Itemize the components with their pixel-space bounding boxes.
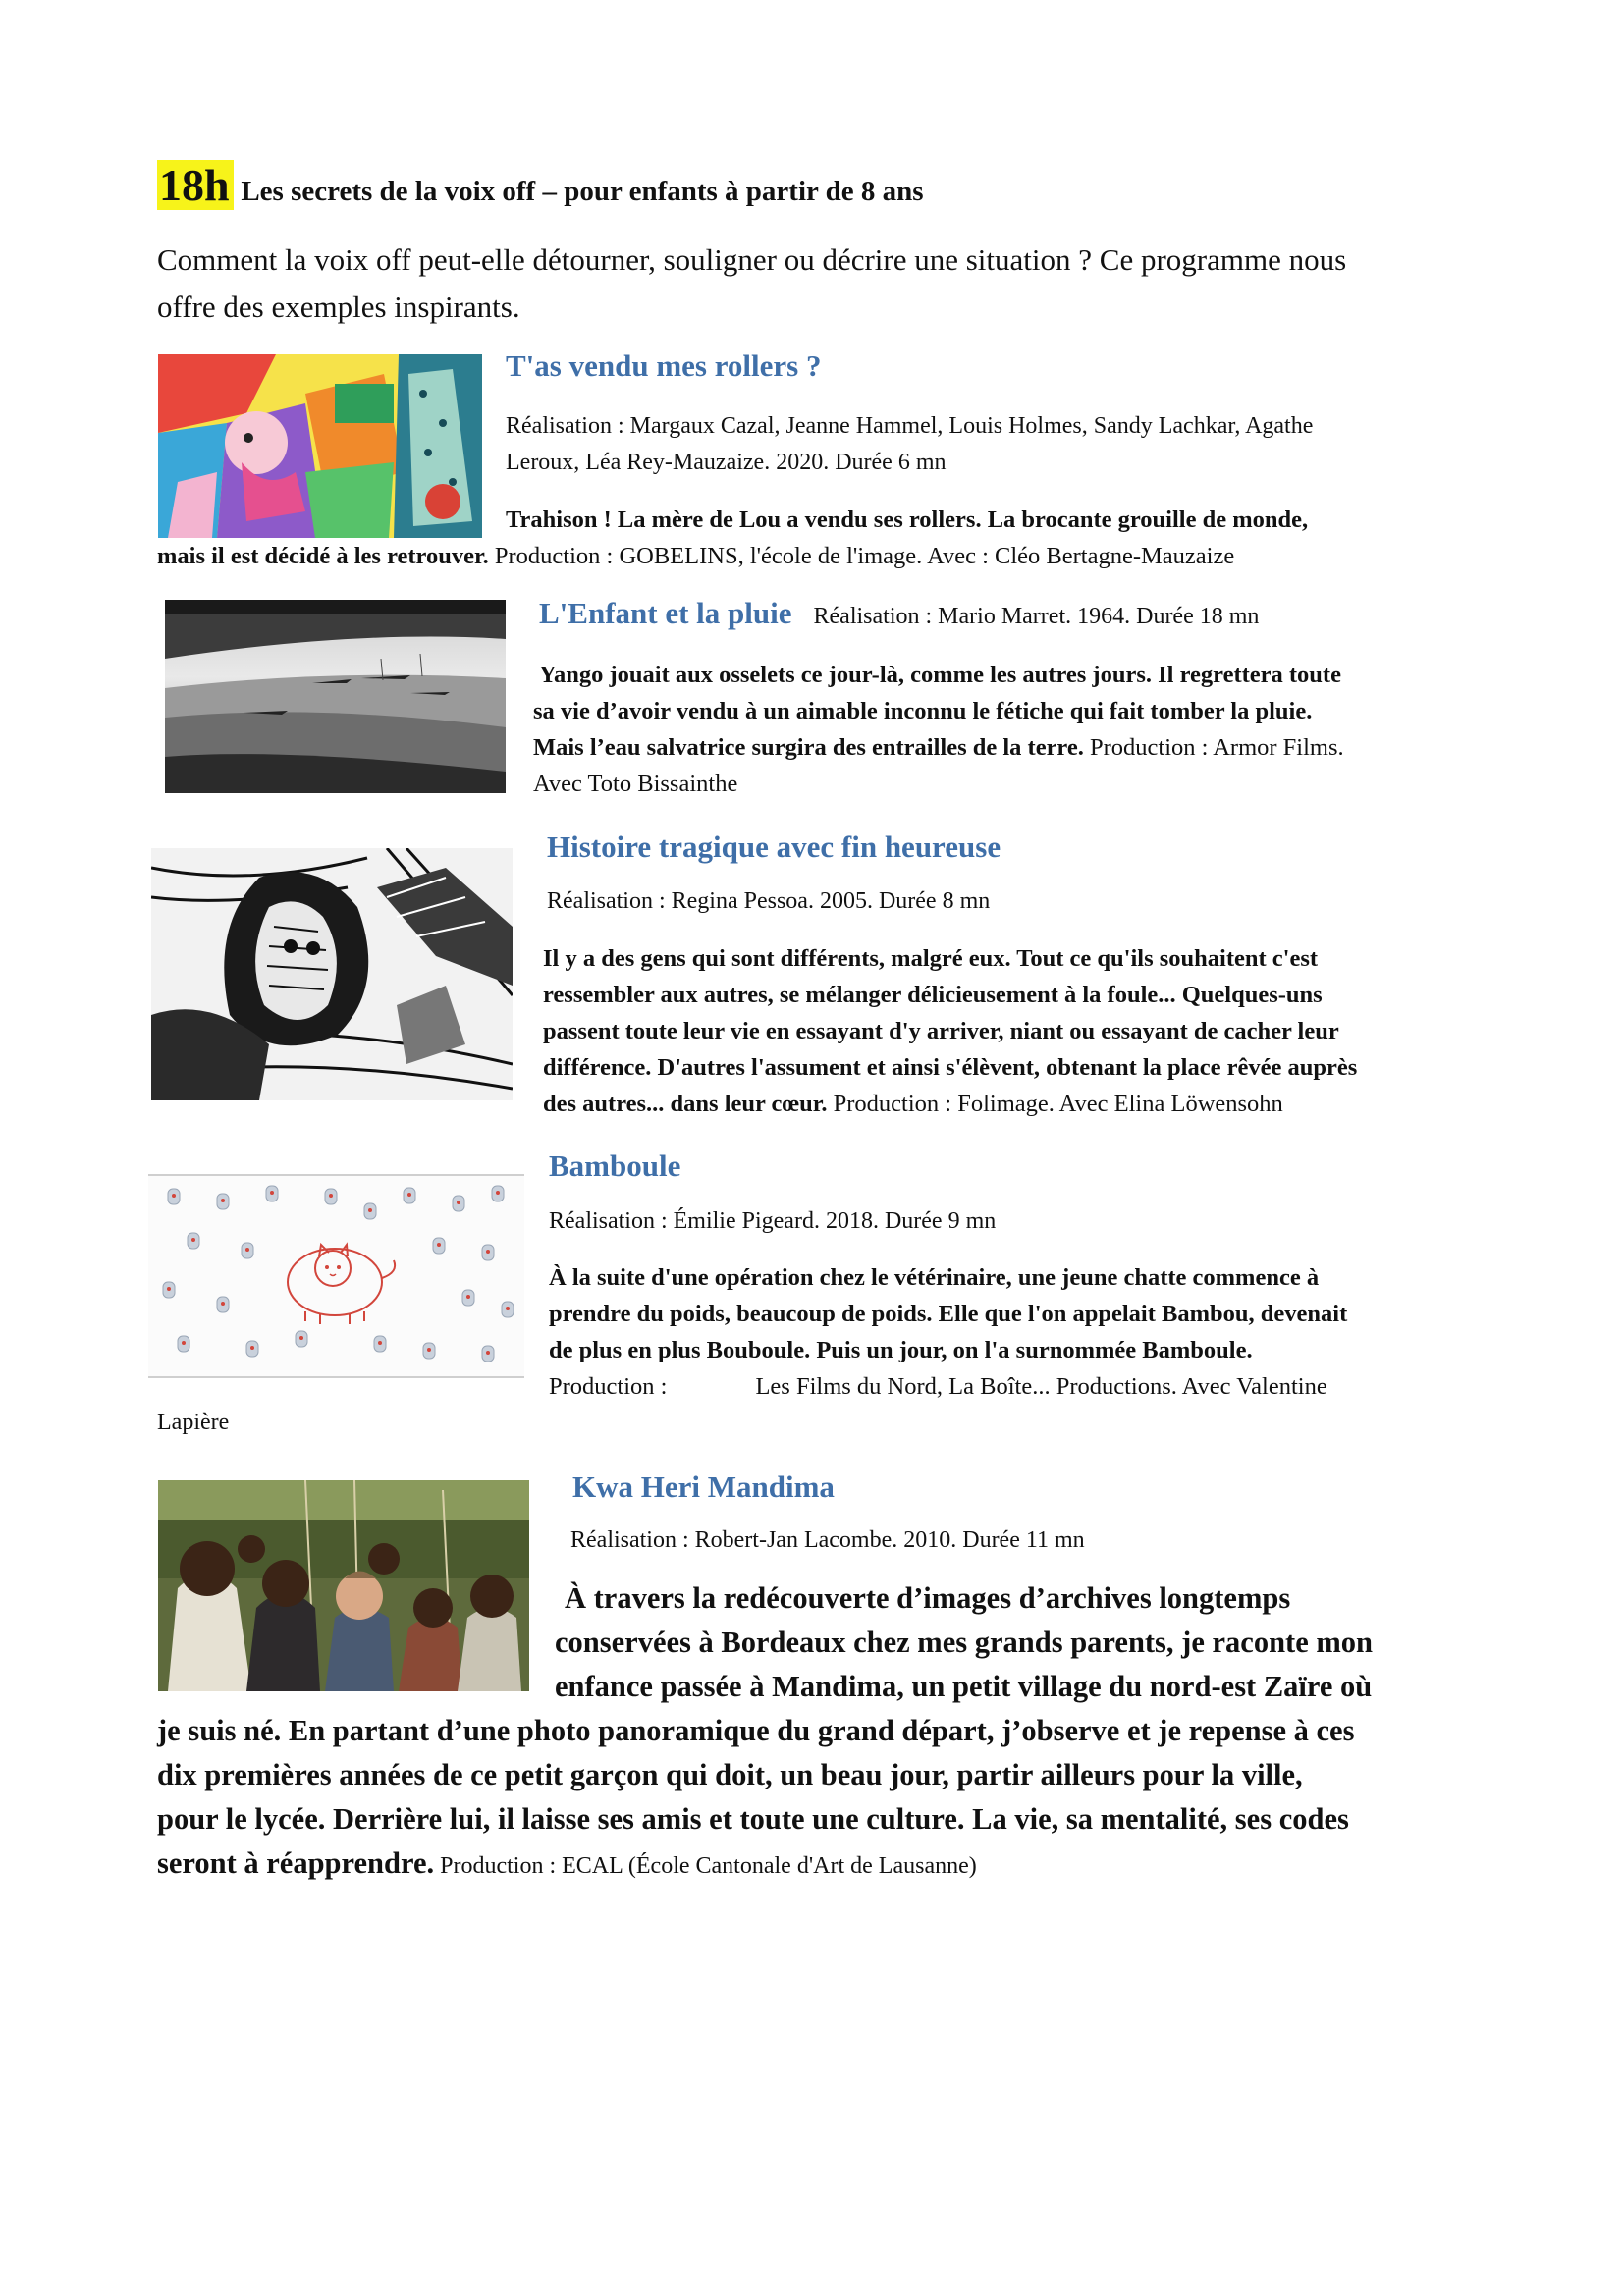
film-synopsis-cont xyxy=(157,538,1234,574)
production-overflow: Lapière xyxy=(157,1410,230,1435)
film-still-kwa-heri-mandima xyxy=(158,1480,529,1691)
production-credit: Les Films du Nord, La Boîte... Productions. Avec Valentine xyxy=(755,1373,1327,1400)
intro-line: Comment la voix off peut-elle détourner, souligner ou décrire une situation ? Ce programme nous xyxy=(157,242,1347,277)
synopsis-line: passent toute leur vie en essayant d'y arriver, niant ou essayant de cacher leur xyxy=(543,1018,1339,1044)
synopsis-line: des autres... dans leur cœur. xyxy=(543,1091,828,1117)
program-title: Les secrets de la voix off – pour enfants à partir de 8 ans xyxy=(241,176,924,207)
synopsis-line: différence. D'autres l'assument et ainsi s'élèvent, obtenant la place rêvée auprès xyxy=(543,1054,1358,1081)
production-credit: Production : Armor Films. xyxy=(1083,734,1344,761)
synopsis-line: je suis né. En partant d’une photo panoramique du grand départ, j’observe et je repense à ces xyxy=(157,1714,1355,1747)
film-title: Histoire tragique avec fin heureuse xyxy=(547,829,1001,864)
film-title: Kwa Heri Mandima xyxy=(572,1469,835,1504)
film-synopsis-cont xyxy=(157,1709,1354,1889)
film-synopsis xyxy=(549,1259,1347,1405)
program-intro xyxy=(157,237,1346,331)
production-label: Production : xyxy=(549,1373,668,1400)
synopsis-line: enfance passée à Mandima, un petit village du nord-est Zaïre où xyxy=(555,1670,1373,1703)
film-synopsis xyxy=(543,940,1357,1122)
synopsis-line: Il y a des gens qui sont différents, malgré eux. Tout ce qu'ils souhaitent c'est xyxy=(543,945,1319,972)
synopsis-line: dix premières années de ce petit garçon qui doit, un beau jour, partir ailleurs pour la ville, xyxy=(157,1758,1303,1791)
production-credit: Production : Folimage. Avec Elina Löwensohn xyxy=(827,1091,1283,1117)
credits-line: Réalisation : Margaux Cazal, Jeanne Hammel, Louis Holmes, Sandy Lachkar, Agathe xyxy=(506,413,1314,439)
synopsis-line: pour le lycée. Derrière lui, il laisse ses amis et toute une culture. La vie, sa mentalité, ses codes xyxy=(157,1802,1349,1836)
production-credit: Production : GOBELINS, l'école de l'image. Avec : Cléo Bertagne-Mauzaize xyxy=(488,543,1235,569)
production-credit: Avec Toto Bissainthe xyxy=(533,771,738,797)
film-synopsis xyxy=(533,657,1344,802)
synopsis-line: conservées à Bordeaux chez mes grands parents, je raconte mon xyxy=(555,1626,1373,1659)
film-synopsis xyxy=(506,502,1308,538)
film-title: L'Enfant et la pluie xyxy=(539,596,792,630)
film-credits: Réalisation : Émilie Pigeard. 2018. Durée 9 mn xyxy=(549,1208,997,1234)
synopsis-line: À travers la redécouverte d’images d’archives longtemps xyxy=(565,1581,1291,1615)
film-title-row xyxy=(539,596,1259,635)
synopsis-line: Mais l’eau salvatrice surgira des entrailles de la terre. xyxy=(533,734,1084,761)
film-still-enfant-pluie xyxy=(165,600,506,793)
synopsis-line: seront à réapprendre. xyxy=(157,1846,435,1880)
film-title: Bamboule xyxy=(549,1148,681,1183)
film-still-bamboule xyxy=(148,1174,524,1378)
intro-line: offre des exemples inspirants. xyxy=(157,290,520,324)
synopsis-line: Trahison ! La mère de Lou a vendu ses rollers. La brocante grouille de monde, xyxy=(506,507,1309,533)
synopsis-line: À la suite d'une opération chez le vétérinaire, une jeune chatte commence à xyxy=(549,1264,1320,1291)
synopsis-line: mais il est décidé à les retrouver. xyxy=(157,543,489,569)
film-still-histoire-tragique xyxy=(151,848,513,1100)
program-header xyxy=(157,159,924,211)
film-credits: Réalisation : Regina Pessoa. 2005. Durée 8 mn xyxy=(547,888,991,914)
film-still-rollers xyxy=(158,354,482,538)
film-credits: Réalisation : Robert-Jan Lacombe. 2010. Durée 11 mn xyxy=(570,1527,1085,1553)
film-title: T'as vendu mes rollers ? xyxy=(506,348,822,383)
film-credits: Réalisation : Mario Marret. 1964. Durée 18 mn xyxy=(813,604,1260,629)
time-badge: 18h xyxy=(157,160,234,210)
synopsis-line: ressembler aux autres, se mélanger délicieusement à la foule... Quelques-uns xyxy=(543,982,1323,1008)
production-credit: Production : ECAL (École Cantonale d'Art de Lausanne) xyxy=(434,1853,977,1879)
film-credits xyxy=(506,408,1313,481)
film-synopsis xyxy=(555,1576,1373,1709)
credits-line: Leroux, Léa Rey-Mauzaize. 2020. Durée 6 mn xyxy=(506,450,947,475)
synopsis-line: de plus en plus Bouboule. Puis un jour, on l'a surnommée Bamboule. xyxy=(549,1337,1253,1363)
synopsis-line: Yango jouait aux osselets ce jour-là, comme les autres jours. Il regrettera toute xyxy=(539,662,1341,688)
synopsis-line: prendre du poids, beaucoup de poids. Elle que l'on appelait Bambou, devenait xyxy=(549,1301,1348,1327)
synopsis-line: sa vie d’avoir vendu à un aimable inconnu le fétiche qui fait tomber la pluie. xyxy=(533,698,1313,724)
